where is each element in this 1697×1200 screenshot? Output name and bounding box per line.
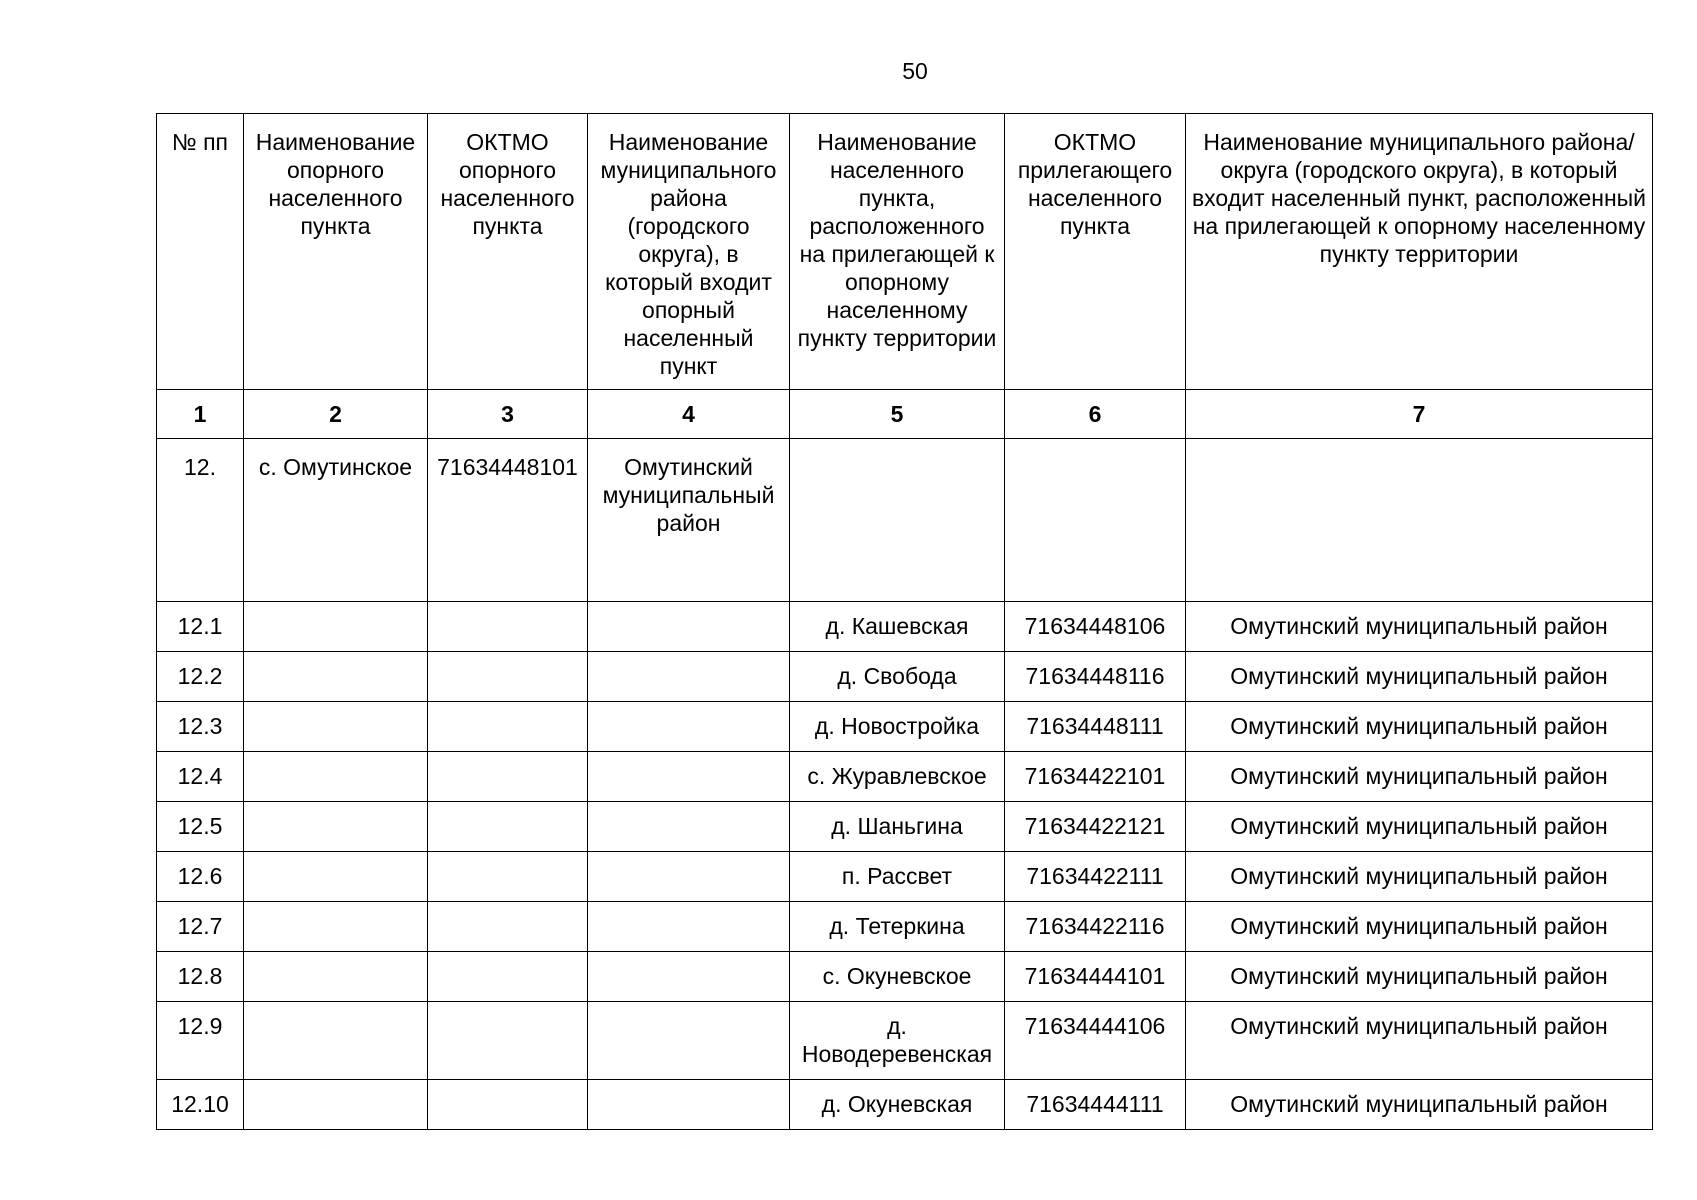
- adjacent-settlement-oktmo: 71634422111: [1005, 852, 1186, 902]
- support-settlement-district: Омутинский муниципальный район: [588, 439, 790, 602]
- empty-cell: [428, 952, 588, 1002]
- adjacent-district: Омутинский муниципальный район: [1186, 902, 1653, 952]
- empty-cell: [244, 802, 428, 852]
- adjacent-settlement-name: д. Новостройка: [790, 702, 1005, 752]
- adjacent-district: Омутинский муниципальный район: [1186, 952, 1653, 1002]
- row-num: 12.1: [157, 602, 244, 652]
- header-support-settlement-oktmo: ОКТМО опорного населенного пункта: [428, 114, 588, 390]
- header-num: № пп: [157, 114, 244, 390]
- adjacent-district: Омутинский муниципальный район: [1186, 1080, 1653, 1130]
- adjacent-settlement-name: д. Свобода: [790, 652, 1005, 702]
- support-settlement-oktmo: 71634448101: [428, 439, 588, 602]
- empty-cell: [790, 439, 1005, 602]
- adjacent-settlement-oktmo: 71634448111: [1005, 702, 1186, 752]
- page-number: 50: [902, 58, 928, 84]
- table-row: [157, 602, 1653, 652]
- support-settlement-name: с. Омутинское: [244, 439, 428, 602]
- header-adjacent-settlement-name: Наименование населенного пункта, расположенного на прилегающей к опорному населенному пункту территории: [790, 114, 1005, 390]
- column-number-row: [157, 390, 1653, 439]
- column-number: 2: [244, 390, 428, 439]
- empty-cell: [588, 752, 790, 802]
- table-row: [157, 952, 1653, 1002]
- row-num: 12.8: [157, 952, 244, 1002]
- adjacent-settlement-oktmo: 71634448106: [1005, 602, 1186, 652]
- adjacent-settlement-oktmo: 71634444111: [1005, 1080, 1186, 1130]
- empty-cell: [428, 752, 588, 802]
- empty-cell: [244, 702, 428, 752]
- table-row: [157, 752, 1653, 802]
- empty-cell: [1005, 439, 1186, 602]
- column-number: 4: [588, 390, 790, 439]
- empty-cell: [244, 752, 428, 802]
- empty-cell: [588, 652, 790, 702]
- adjacent-district: Омутинский муниципальный район: [1186, 802, 1653, 852]
- empty-cell: [244, 652, 428, 702]
- header-adjacent-district: Наименование муниципального района/округа (городского округа), в который входит населенный пункт, расположенный на прилегающей к опорному населенному пункту территории: [1186, 114, 1653, 390]
- empty-cell: [428, 602, 588, 652]
- adjacent-settlement-oktmo: 71634422116: [1005, 902, 1186, 952]
- row-num: 12.3: [157, 702, 244, 752]
- empty-cell: [428, 1080, 588, 1130]
- adjacent-settlement-oktmo: 71634444101: [1005, 952, 1186, 1002]
- empty-cell: [588, 952, 790, 1002]
- column-number: 3: [428, 390, 588, 439]
- table-row: [157, 852, 1653, 902]
- row-num: 12.9: [157, 1002, 244, 1080]
- adjacent-settlement-oktmo: 71634448116: [1005, 652, 1186, 702]
- row-num: 12.10: [157, 1080, 244, 1130]
- column-number: 5: [790, 390, 1005, 439]
- header-support-district: Наименование муниципального района (городского округа), в который входит опорный населенный пункт: [588, 114, 790, 390]
- header-support-settlement-name: Наименование опорного населенного пункта: [244, 114, 428, 390]
- empty-cell: [428, 852, 588, 902]
- adjacent-settlement-name: п. Рассвет: [790, 852, 1005, 902]
- adjacent-settlement-name: д. Окуневская: [790, 1080, 1005, 1130]
- empty-cell: [588, 1002, 790, 1080]
- row-num: 12.5: [157, 802, 244, 852]
- empty-cell: [588, 802, 790, 852]
- header-row: [157, 114, 1653, 390]
- empty-cell: [428, 702, 588, 752]
- empty-cell: [428, 902, 588, 952]
- adjacent-settlement-name: с. Журавлевское: [790, 752, 1005, 802]
- settlements-table: [156, 113, 1653, 1130]
- header-adjacent-settlement-oktmo: ОКТМО прилегающего населенного пункта: [1005, 114, 1186, 390]
- adjacent-settlement-name: д. Кашевская: [790, 602, 1005, 652]
- table-row: [157, 1080, 1653, 1130]
- adjacent-settlement-name: д. Новодеревенская: [790, 1002, 1005, 1080]
- empty-cell: [244, 1080, 428, 1130]
- empty-cell: [244, 602, 428, 652]
- column-number: 7: [1186, 390, 1653, 439]
- table-row: [157, 702, 1653, 752]
- row-num: 12.7: [157, 902, 244, 952]
- empty-cell: [588, 602, 790, 652]
- row-num: 12.4: [157, 752, 244, 802]
- empty-cell: [428, 652, 588, 702]
- adjacent-district: Омутинский муниципальный район: [1186, 652, 1653, 702]
- empty-cell: [1186, 439, 1653, 602]
- adjacent-settlement-oktmo: 71634422101: [1005, 752, 1186, 802]
- adjacent-district: Омутинский муниципальный район: [1186, 1002, 1653, 1080]
- empty-cell: [244, 852, 428, 902]
- table-row: [157, 802, 1653, 852]
- empty-cell: [244, 1002, 428, 1080]
- adjacent-settlement-oktmo: 71634444106: [1005, 1002, 1186, 1080]
- empty-cell: [428, 1002, 588, 1080]
- table-row: [157, 1002, 1653, 1080]
- row-num: 12.: [157, 439, 244, 602]
- adjacent-district: Омутинский муниципальный район: [1186, 602, 1653, 652]
- adjacent-settlement-name: д. Тетеркина: [790, 902, 1005, 952]
- adjacent-district: Омутинский муниципальный район: [1186, 702, 1653, 752]
- empty-cell: [588, 852, 790, 902]
- row-num: 12.2: [157, 652, 244, 702]
- row-num: 12.6: [157, 852, 244, 902]
- adjacent-district: Омутинский муниципальный район: [1186, 852, 1653, 902]
- empty-cell: [428, 802, 588, 852]
- table-row: [157, 902, 1653, 952]
- empty-cell: [588, 1080, 790, 1130]
- empty-cell: [244, 902, 428, 952]
- column-number: 6: [1005, 390, 1186, 439]
- adjacent-settlement-oktmo: 71634422121: [1005, 802, 1186, 852]
- empty-cell: [588, 702, 790, 752]
- support-settlement-row: [157, 439, 1653, 602]
- empty-cell: [588, 902, 790, 952]
- empty-cell: [244, 952, 428, 1002]
- adjacent-district: Омутинский муниципальный район: [1186, 752, 1653, 802]
- table-row: [157, 652, 1653, 702]
- adjacent-settlement-name: с. Окуневское: [790, 952, 1005, 1002]
- column-number: 1: [157, 390, 244, 439]
- adjacent-settlement-name: д. Шаньгина: [790, 802, 1005, 852]
